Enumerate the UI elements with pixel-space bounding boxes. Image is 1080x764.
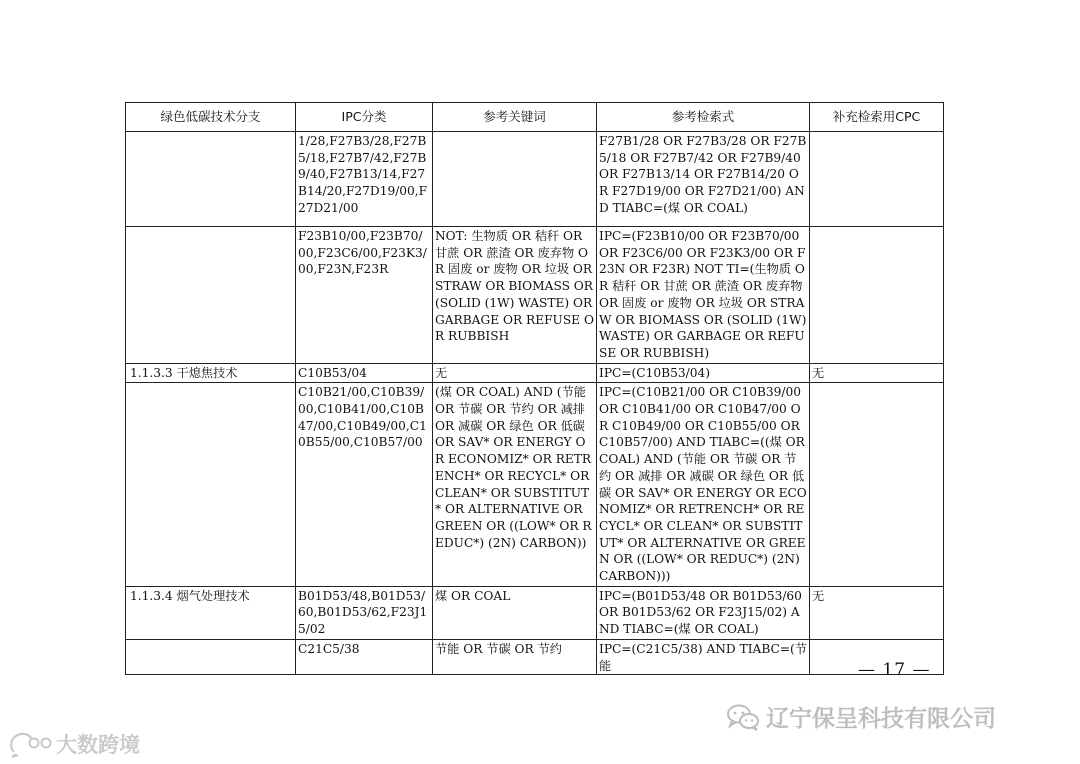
cell-keywords <box>433 132 597 227</box>
cell-category: 1.1.3.3 干熄焦技术 <box>126 363 296 383</box>
cell-cpc <box>810 132 944 227</box>
cell-category <box>126 227 296 364</box>
header-query: 参考检索式 <box>597 103 810 132</box>
cell-query: F27B1/28 OR F27B3/28 OR F27B5/18 OR F27B7/42 OR F27B9/40 OR F27B13/14 OR F27B14/20 OR F27D19/00 OR F27D21/00) AND TIABC=(煤 OR COAL) <box>597 132 810 227</box>
cell-category <box>126 132 296 227</box>
table-row <box>126 227 944 364</box>
cell-query: IPC=(C21C5/38) AND TIABC=(节能 <box>597 639 810 674</box>
cell-ipc: 1/28,F27B3/28,F27B5/18,F27B7/42,F27B9/40,F27B13/14,F27B14/20,F27D19/00,F27D21/00 <box>296 132 433 227</box>
cell-query: IPC=(F23B10/00 OR F23B70/00 OR F23C6/00 OR F23K3/00 OR F23N OR F23R) NOT TI=(生物质 OR 秸秆 OR 甘蔗 OR 蔗渣 OR 废弃物 OR 固废 or 废物 OR 垃圾 OR STRAW OR BIOMASS OR (SOLID (1W) WASTE) OR GARBAGE OR REFUSE OR RUBBISH) <box>597 227 810 364</box>
table-row <box>126 639 944 674</box>
wechat-icon <box>726 703 760 731</box>
bubble-logo-icon <box>8 730 56 758</box>
table-row <box>126 383 944 586</box>
watermark-left-text: 大数跨境 <box>56 733 140 757</box>
watermark-right <box>726 700 996 733</box>
cell-keywords: 无 <box>433 363 597 383</box>
header-keywords: 参考关键词 <box>433 103 597 132</box>
table-row <box>126 586 944 639</box>
cell-ipc: C21C5/38 <box>296 639 433 674</box>
cell-keywords: NOT: 生物质 OR 秸秆 OR 甘蔗 OR 蔗渣 OR 废弃物 OR 固废 or 废物 OR 垃圾 OR STRAW OR BIOMASS OR (SOLID (1W) WASTE) OR GARBAGE OR REFUSE OR RUBBISH <box>433 227 597 364</box>
cell-cpc <box>810 227 944 364</box>
cell-cpc: 无 <box>810 586 944 639</box>
cell-query: IPC=(C10B21/00 OR C10B39/00 OR C10B41/00 OR C10B47/00 OR C10B49/00 OR C10B55/00 OR C10B57/00) AND TIABC=((煤 OR COAL) AND (节能 OR 节碳 OR 节约 OR 减排 OR 减碳 OR 绿色 OR 低碳 OR SAV* OR ENERGY OR ECONOMIZ* OR RETRENCH* OR RECYCL* OR CLEAN* OR SUBSTITUT* OR ALTERNATIVE OR GREEN OR ((LOW* OR REDUC*) (2N) CARBON))) <box>597 383 810 586</box>
cell-ipc: C10B21/00,C10B39/00,C10B41/00,C10B47/00,C10B49/00,C10B55/00,C10B57/00 <box>296 383 433 586</box>
cell-ipc: B01D53/48,B01D53/60,B01D53/62,F23J15/02 <box>296 586 433 639</box>
cell-category: 1.1.3.4 烟气处理技术 <box>126 586 296 639</box>
cell-query: IPC=(C10B53/04) <box>597 363 810 383</box>
cell-cpc: 无 <box>810 363 944 383</box>
cell-category <box>126 639 296 674</box>
header-ipc: IPC分类 <box>296 103 433 132</box>
page-number: — 17 — <box>858 660 931 680</box>
patent-search-table <box>125 102 944 675</box>
cell-keywords: (煤 OR COAL) AND (节能 OR 节碳 OR 节约 OR 减排 OR 减碳 OR 绿色 OR 低碳 OR SAV* OR ENERGY OR ECONOMIZ* OR RETRENCH* OR RECYCL* OR CLEAN* OR SUBSTITUT* OR ALTERNATIVE OR GREEN OR ((LOW* OR REDUC*) (2N) CARBON)) <box>433 383 597 586</box>
cell-ipc: C10B53/04 <box>296 363 433 383</box>
cell-cpc <box>810 383 944 586</box>
table-row <box>126 132 944 227</box>
watermark-right-text: 辽宁保呈科技有限公司 <box>766 706 996 732</box>
watermark-left <box>8 729 140 759</box>
header-cpc: 补充检索用CPC <box>810 103 944 132</box>
cell-query: IPC=(B01D53/48 OR B01D53/60 OR B01D53/62 OR F23J15/02) AND TIABC=(煤 OR COAL) <box>597 586 810 639</box>
header-branch: 绿色低碳技术分支 <box>126 103 296 132</box>
table-row <box>126 363 944 383</box>
cell-keywords: 煤 OR COAL <box>433 586 597 639</box>
cell-category <box>126 383 296 586</box>
cell-keywords: 节能 OR 节碳 OR 节约 <box>433 639 597 674</box>
cell-ipc: F23B10/00,F23B70/00,F23C6/00,F23K3/00,F23N,F23R <box>296 227 433 364</box>
table-header-row <box>126 103 944 132</box>
